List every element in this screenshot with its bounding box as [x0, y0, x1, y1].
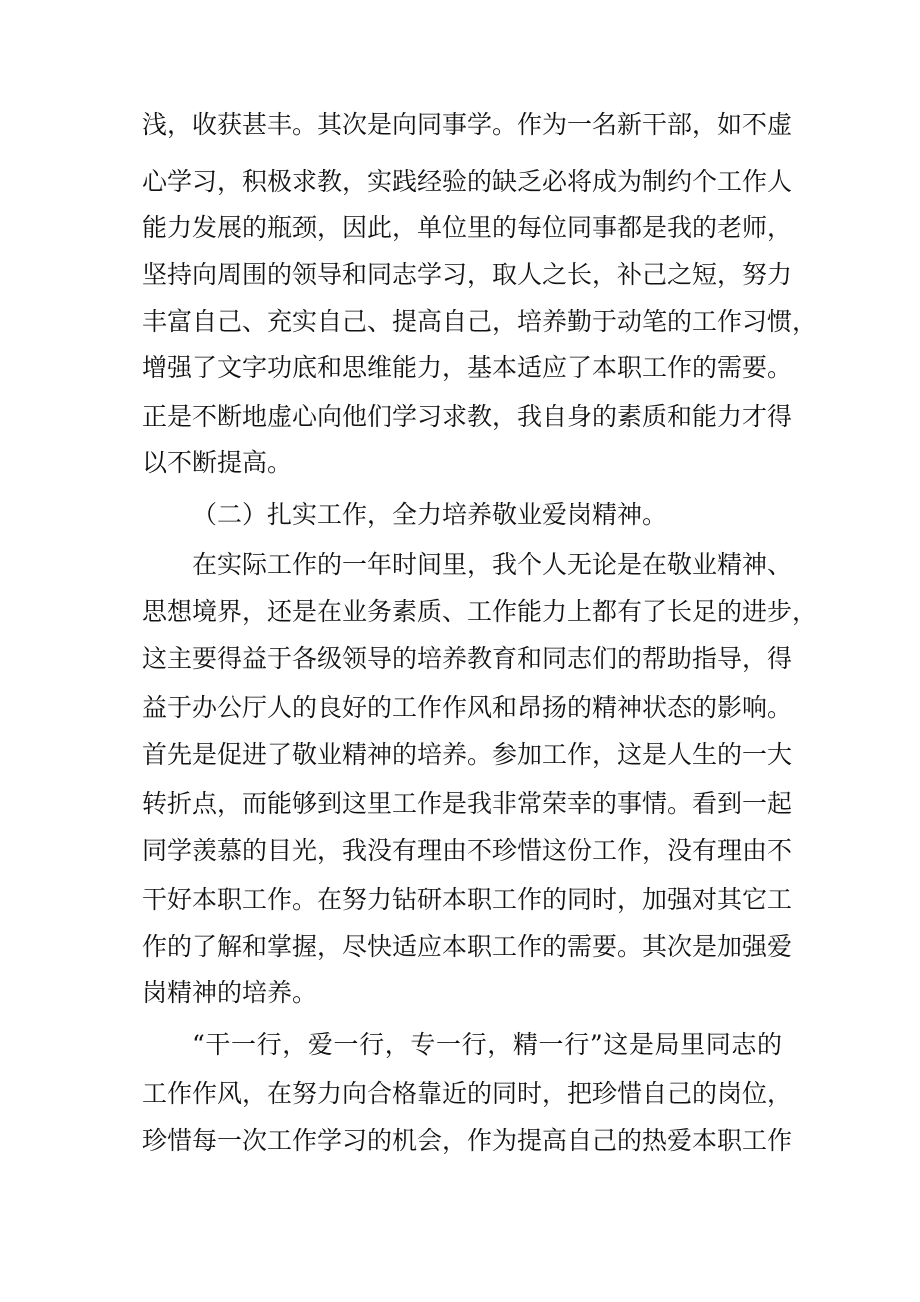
- text-line: 珍惜每一次工作学习的机会，作为提高自己的热爱本职工作: [142, 1126, 793, 1155]
- text-line: 首先是促进了敬业精神的培养。参加工作，这是人生的一大: [142, 740, 793, 769]
- text-line: 益于办公厅人的良好的工作作风和昂扬的精神状态的影响。: [142, 693, 793, 722]
- text-line: 岗精神的培养。: [142, 978, 318, 1007]
- paragraph-first-line: 在实际工作的一年时间里，我个人无论是在敬业精神、: [192, 550, 793, 579]
- text-line: 工作作风，在努力向合格靠近的同时，把珍惜自己的岗位，: [142, 1079, 793, 1108]
- text-line: 增强了文字功底和思维能力，基本适应了本职工作的需要。: [142, 353, 793, 382]
- text-line: 浅，收获甚丰。其次是向同事学。作为一名新干部，如不虚: [142, 110, 793, 139]
- text-line: 坚持向周围的领导和同志学习，取人之长，补己之短，努力: [142, 260, 793, 289]
- text-line: 作的了解和掌握，尽快适应本职工作的需要。其次是加强爱: [142, 932, 793, 961]
- section-heading: （二）扎实工作，全力培养敬业爱岗精神。: [192, 500, 668, 529]
- text-line: 同学羡慕的目光，我没有理由不珍惜这份工作，没有理由不: [142, 836, 793, 865]
- text-line: 丰富自己、充实自己、提高自己，培养勤于动笔的工作习惯，: [142, 307, 818, 336]
- text-line: 正是不断地虚心向他们学习求教，我自身的素质和能力才得: [142, 402, 793, 431]
- text-line: 转折点，而能够到这里工作是我非常荣幸的事情。看到一起: [142, 789, 793, 818]
- text-line: 这主要得益于各级领导的培养教育和同志们的帮助指导，得: [142, 644, 793, 673]
- text-line: 能力发展的瓶颈，因此，单位里的每位同事都是我的老师，: [142, 213, 793, 242]
- paragraph-first-line: “干一行，爱一行，专一行，精一行”这是局里同志的: [192, 1030, 782, 1059]
- text-line: 干好本职工作。在努力钻研本职工作的同时，加强对其它工: [142, 885, 793, 914]
- text-line: 以不断提高。: [142, 448, 293, 477]
- text-line: 思想境界，还是在业务素质、工作能力上都有了长足的进步，: [142, 597, 818, 626]
- text-line: 心学习，积极求教，实践经验的缺乏必将成为制约个工作人: [142, 167, 793, 196]
